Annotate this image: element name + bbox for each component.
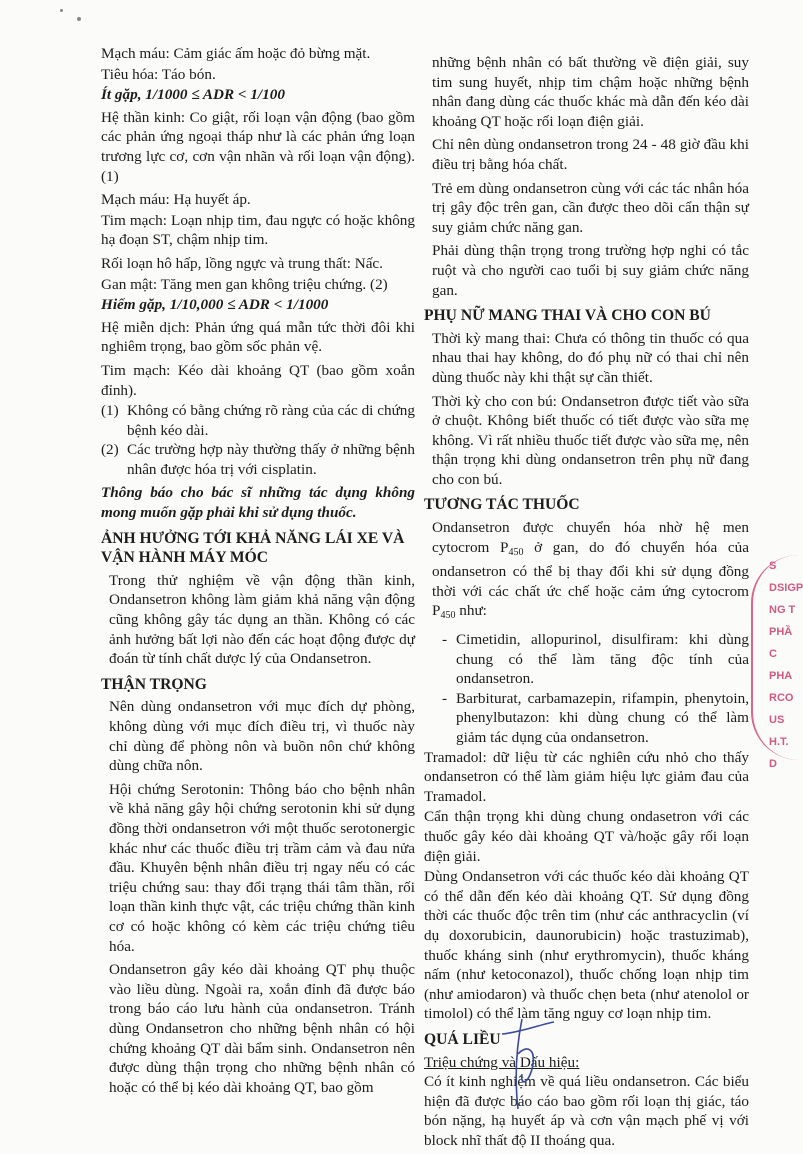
footnote-marker: (1) — [101, 402, 119, 420]
paragraph: Trong thử nghiệm về vận động thần kinh, Ondansetron không làm giảm khả năng vận động cũng không gây tác dụng an thần. Không có các ảnh hưởng bất lợi nào đến các hoạt động được dự đoán từ tính chất dược lý của Ondansetron. — [109, 571, 415, 668]
frequency-heading: Ít gặp, 1/1000 ≤ ADR < 1/100 — [101, 86, 285, 104]
paragraph: Dùng Ondansetron với các thuốc kéo dài khoảng QT có thể dẫn đến kéo dài khoảng QT. Sử dụng đồng thời các thuốc độc trên tim (như các anthracyclin (ví dụ doxorubicin, daunorubicin) hoặc trastuzimab), thuốc kháng sinh (như erythromycin), thuốc kháng nấm (như ketoconazol), thuốc chống loạn nhịp tim (như amiodaron) và thuốc chẹn beta (như atenolol or timolol) có thể làm tăng nguy cơ loạn nhịp tim. — [424, 868, 749, 1023]
subheading: Triệu chứng và Dấu hiệu: — [424, 1053, 580, 1071]
section-heading-pregnancy: PHỤ NỮ MANG THAI VÀ CHO CON BÚ — [424, 307, 711, 325]
dash-marker: - — [442, 689, 448, 707]
paragraph: Trẻ em dùng ondansetron cùng với các tác nhân hóa trị gây độc trên gan, cần được theo dõi cẩn thận sự suy giảm chức năng gan. — [432, 179, 749, 236]
scan-speck — [60, 9, 63, 12]
stamp-text: DSIGP — [769, 582, 803, 594]
notice-text: Thông báo cho bác sĩ những tác dụng không mong muốn gặp phải khi sử dụng thuốc. — [101, 484, 415, 522]
paragraph: Nên dùng ondansetron với mục đích dự phòng, không dùng với mục đích điều trị, vì thuốc này chỉ dùng để phòng nôn và buồn nôn chứ không dùng chữa nôn. — [109, 698, 415, 775]
frequency-heading: Hiếm gặp, 1/10,000 ≤ ADR < 1/1000 — [101, 296, 329, 314]
stamp-text: C PHA — [769, 648, 793, 682]
paragraph: Mạch máu: Cảm giác ấm hoặc đỏ bừng mặt. — [101, 45, 371, 62]
text-run: Ondansetron được chuyển hóa nhờ hệ men cytocrom P — [432, 519, 749, 556]
handwritten-signature — [492, 1014, 562, 1114]
footnote-item — [101, 440, 415, 479]
dash-marker: - — [442, 631, 448, 649]
left-column — [101, 44, 415, 1101]
paragraph: Tim mạch: Kéo dài khoảng QT (bao gồm xoắn đỉnh). — [101, 361, 415, 399]
paragraph: Tiêu hóa: Táo bón. — [101, 65, 216, 83]
paragraph: Ondansetron gây kéo dài khoảng QT phụ thuộc vào liều dùng. Ngoài ra, xoắn đỉnh đã được báo trong báo cáo lưu hành của ondansetron. Tránh dùng Ondansetron cho những bệnh nhân có hội chứng khoảng QT dài bẩm sinh. Ondansetron nên được dùng thận trọng cho những bệnh nhân có hoặc có thể bị kéo dài khoảng QT, bao gồm — [109, 961, 415, 1096]
paragraph: Mạch máu: Hạ huyết áp. — [101, 191, 251, 209]
paragraph: Hệ miễn dịch: Phản ứng quá mẫn tức thời đôi khi nghiêm trọng, bao gồm sốc phản vệ. — [101, 318, 415, 356]
paragraph: Rối loạn hô hấp, lồng ngực và trung thất: Nấc. — [101, 254, 383, 272]
subscript: 450 — [440, 610, 456, 622]
stamp-text: RCO US — [769, 692, 794, 726]
list-text: Cimetidin, allopurinol, disulfiram: khi dùng chung có thể làm tăng độc tính của ondansetron. — [456, 631, 749, 688]
drug-list — [424, 630, 749, 748]
stamp-text: PHẦ — [769, 626, 793, 638]
footnote-list — [101, 401, 415, 479]
footnote-text: Các trường hợp này thường thấy ở những bệnh nhân được hóa trị với cisplatin. — [127, 441, 415, 478]
stamp-text: S — [769, 560, 777, 572]
section-heading-interactions: TƯƠNG TÁC THUỐC — [424, 496, 580, 514]
section-heading-driving: ẢNH HƯỞNG TỚI KHẢ NĂNG LÁI XE VÀ VẬN HÀNH MÁY MÓC — [101, 529, 405, 567]
paragraph: Tim mạch: Loạn nhịp tim, đau ngực có hoặc không hạ đoạn ST, chậm nhịp tim. — [101, 211, 415, 249]
text-run: như: — [455, 602, 487, 620]
section-heading-overdose: QUÁ LIỀU — [424, 1030, 501, 1048]
paragraph: Tramadol: dữ liệu từ các nghiên cứu nhỏ cho thấy ondansetron có thể làm giảm hiệu lực giảm đau của Tramadol. — [424, 748, 749, 805]
stamp-text: NG T — [769, 604, 796, 616]
paragraph: Phải dùng thận trọng trong trường hợp nghi có tắc ruột và cho người cao tuổi bị suy giảm chức năng gan. — [432, 242, 749, 299]
paragraph: Thời kỳ mang thai: Chưa có thông tin thuốc có qua nhau thai hay không, do đó phụ nữ có thai chỉ nên dùng thuốc này khi thật sự cần thiết. — [432, 329, 749, 386]
paragraph — [424, 518, 749, 626]
list-text: Barbiturat, carbamazepin, rifampin, phenytoin, phenylbutazon: khi dùng chung có thể làm giảm tác dụng của ondansetron. — [456, 689, 749, 746]
paragraph: Thời kỳ cho con bú: Ondansetron được tiết vào sữa ở chuột. Không biết thuốc có tiết được vào sữa mẹ không. Vì rất nhiều thuốc tiết được vào sữa mẹ, nên thận trọng khi dùng ondansetron trên phụ nữ đang cho con bú. — [432, 392, 749, 488]
scan-speck — [77, 17, 81, 21]
right-column — [424, 53, 749, 1154]
stamp-seal — [751, 555, 803, 770]
paragraph: Chỉ nên dùng ondansetron trong 24 - 48 giờ đầu khi điều trị bằng hóa chất. — [432, 136, 749, 173]
list-item — [424, 630, 749, 689]
footnote-text: Không có bằng chứng rõ ràng của các di chứng bệnh kéo dài. — [127, 402, 415, 439]
list-item — [424, 689, 749, 748]
paragraph: Gan mật: Tăng men gan không triệu chứng. (2) — [101, 275, 388, 293]
paragraph: Có ít kinh nghiệm về quá liều ondansetron. Các biểu hiện đã được báo cáo bao gồm rối loạn thị giác, táo bón nặng, hạ huyết áp và cơn vận mạch phế vị với block nhĩ thất độ II thoáng qua. — [424, 1073, 749, 1149]
section-heading-caution: THẬN TRỌNG — [101, 675, 207, 693]
paragraph: Cẩn thận trọng khi dùng chung ondasetron với các thuốc gây kéo dài khoảng QT và/hoặc gây rối loạn điện giải. — [424, 808, 749, 865]
footnote-marker: (2) — [101, 441, 119, 459]
stamp-text: H.T. D — [769, 736, 789, 770]
paragraph: Hội chứng Serotonin: Thông báo cho bệnh nhân về khả năng gây hội chứng serotonin khi sử dụng đồng thời ondansetron với một thuốc serotonergic khác như các thuốc điều trị trầm cảm và đau nửa đầu. Khuyên bệnh nhân điều trị ngay nếu có các triệu chứng sau: thay đổi trạng thái tâm thần, rối loạn thần kinh thực vật, các triệu chứng thần kinh cơ có hoặc không có kèm các triệu chứng tiêu hóa. — [109, 780, 415, 955]
footnote-item — [101, 401, 415, 440]
subscript: 450 — [508, 546, 524, 558]
text-run: ở gan, do đó chuyển hóa của ondansetron có thể bị thay đổi khi sử dụng đồng thời với các chất ức chế hoặc cảm ứng cytocrom P — [432, 538, 749, 620]
paragraph: những bệnh nhân có bất thường về điện giải, suy tim sung huyết, nhịp tim chậm hoặc những bệnh nhân đang dùng các thuốc khác mà dẫn đến kéo dài khoảng QT hoặc rối loạn điện giải. — [432, 54, 749, 130]
paragraph: Hệ thần kinh: Co giật, rối loạn vận động (bao gồm các phản ứng ngoại tháp như là các phản ứng loạn trương lực cơ, cơn vận nhãn và rối loạn vận động). (1) — [101, 108, 415, 185]
